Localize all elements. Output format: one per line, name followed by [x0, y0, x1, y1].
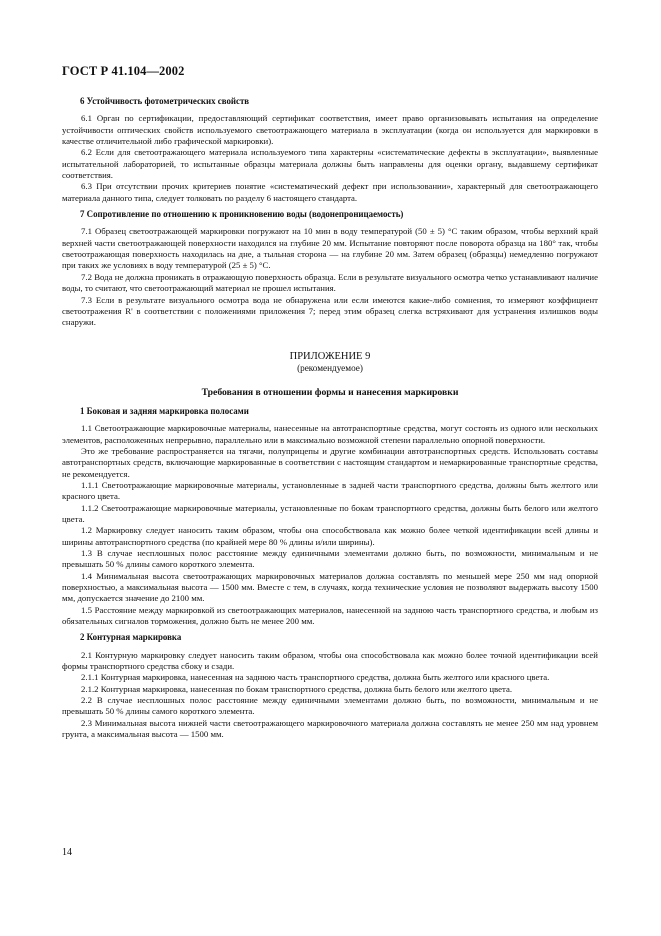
para-a2-1-2: 2.1.2 Контурная маркировка, нанесенная по бокам транспортного средства, должна быть белого или желтого цвета.: [81, 683, 513, 694]
para-a1-5: 1.5 Расстояние между маркировкой из светоотражающих материалов, нанесенной на заднюю часть транспортного средства, и любым из обязательных сигналов торможения, должно быть не менее 200 мм.: [62, 604, 598, 627]
page-number: 14: [62, 847, 72, 858]
para-7-3: 7.3 Если в результате визуального осмотра вода не обнаружена или если имеются какие-либо сомнения, то измеряют коэффициент светоотражения R' в соответствии с положениями приложения 7; перед этим образец слегка встряхивают для устранения излишков воды снаружи.: [62, 294, 598, 328]
section-6-heading: 6 Устойчивость фотометрических свойств: [80, 96, 250, 106]
appendix-status: (рекомендуемое): [297, 363, 363, 374]
para-7-2: 7.2 Вода не должна проникать в отражающую поверхность образца. Если в результате визуального осмотра четко устанавливают наличие воды, то считают, что светоотражающий материал не прошел испытания.: [62, 271, 598, 294]
para-a2-3: 2.3 Минимальная высота нижней части светоотражающего маркировочного материала должна составлять не менее 250 мм над уровнем грунта, а максимальная высота — 1500 мм.: [62, 717, 598, 740]
appendix-section-1-heading: 1 Боковая и задняя маркировка полосами: [80, 405, 249, 416]
section-7-heading: 7 Сопротивление по отношению к проникновению воды (водонепроницаемость): [80, 209, 404, 220]
para-a2-1-1: 2.1.1 Контурная маркировка, нанесенная на заднюю часть транспортного средства, должна быть желтого или красного цвета.: [81, 672, 550, 683]
page-content: [62, 96, 598, 741]
page-header: ГОСТ Р 41.104—2002: [62, 64, 185, 78]
para-a1-4: 1.4 Минимальная высота светоотражающих маркировочных материалов должна составлять по меньшей мере 250 мм над опорной поверхностью, а максимальная высота — 1500 мм. Вместе с тем, в случаях, когда технические условия не позволяют выдержать высоту 1500 мм, допускается значение до 2100 мм.: [62, 570, 598, 604]
para-a1-1: 1.1 Светоотражающие маркировочные материалы, нанесенные на автотранспортные средства, могут состоять из одного или нескольких элементов, расположенных непрерывно, параллельно или в максимально возможной степени параллельно опорной поверхности.: [62, 423, 598, 445]
para-a1-1-cont: Это же требование распространяется на тягачи, полуприцепы и другие комбинации автотранспортных средств. Использовать составы автотранспортных средств, включающие маркированные в соответствии с настоящим стандартом и немаркированные транспортные средства, не рекомендуется.: [62, 445, 598, 479]
para-a1-1-2: 1.1.2 Светоотражающие маркировочные материалы, установленные по бокам транспортного средства, должны быть белого или желтого цвета.: [62, 502, 598, 524]
para-a1-2: 1.2 Маркировку следует наносить таким образом, чтобы она способствовала как можно более четкой идентификации всей длины и ширины автотранспортного средства (по крайней мере 80 % длины и/или ширины).: [62, 525, 598, 547]
para-a2-1: 2.1 Контурную маркировку следует наносить таким образом, чтобы она способствовала как можно более точной идентификации всей формы транспортного средства сбоку и сзади.: [62, 649, 598, 672]
para-6-1: 6.1 Орган по сертификации, предоставляющий сертификат соответствия, имеет право организовывать испытания на определение устойчивости оптических свойств используемого светоотражающего материала в эксплуатации (когда он используется для маркировки в качестве отличительной либо графической маркировки).: [62, 113, 598, 147]
para-6-3: 6.3 При отсутствии прочих критериев понятие «систематический дефект при использовании», характерный для светоотражающего материала данного типа, следует толковать по разделу 6 настоящего стандарта.: [62, 181, 598, 203]
appendix-section-2-heading: 2 Контурная маркировка: [80, 632, 182, 643]
appendix-label: ПРИЛОЖЕНИЕ 9: [289, 350, 371, 362]
appendix-title: Требования в отношении формы и нанесения маркировки: [201, 386, 459, 398]
para-a1-1-1: 1.1.1 Светоотражающие маркировочные материалы, установленные в задней части транспортного средства, должны быть желтого или красного цвета.: [62, 479, 598, 502]
para-7-1: 7.1 Образец светоотражающей маркировки погружают на 10 мин в воду температурой (50 ± 5) °С таким образом, чтобы верхний край верхней части светоотражающей поверхности находился на глубине 20 мм. Испытание повторяют после поворота образца на 180° так, чтобы светоотражающая поверхность находилась на дне, а тыльная сторона — на глубине 20 мм. Затем образец (образцы) немедленно погружают при таких же условиях в воду температурой (25 ± 5) °С.: [62, 226, 598, 271]
para-a2-2: 2.2 В случае несплошных полос расстояние между единичными элементами должно быть, по возможности, минимальным и не превышать 50 % длины самого короткого элемента.: [62, 695, 598, 717]
para-a1-3: 1.3 В случае несплошных полос расстояние между единичными элементами должно быть, по возможности, минимальным и не превышать 50 % длины самого короткого элемента.: [62, 548, 598, 570]
para-6-2: 6.2 Если для светоотражающего материала используемого типа характерны «систематические дефекты в эксплуатации», выявленные испытательной лабораторией, то испытанные образцы материала должны быть направлены для оценки органу, выдавшему сертификат соответствия.: [62, 147, 598, 181]
